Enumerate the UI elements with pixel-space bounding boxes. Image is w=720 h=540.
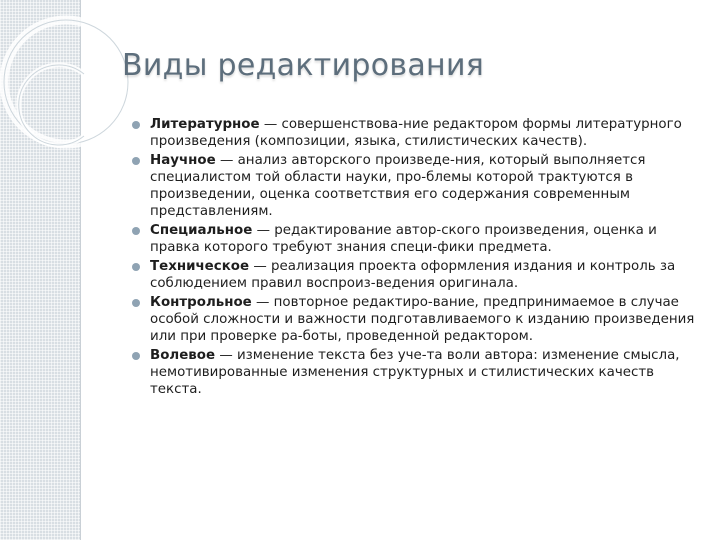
item-term: Специальное	[150, 223, 253, 238]
list-item	[130, 222, 702, 256]
item-text: — редактирование автор-ского произведения, оценка и правка которого требуют знания специ-фики предмета.	[150, 223, 657, 255]
list-item	[130, 116, 702, 150]
content-list	[130, 116, 702, 400]
item-term: Литературное	[150, 117, 260, 132]
item-term: Техническое	[150, 259, 250, 274]
bullet-icon	[131, 156, 141, 166]
item-text: — повторное редактиро-вание, предпринимаемое в случае особой сложности и важности подготавливаемого к изданию произведения или при проверке ра-боты, проведенной редактором.	[150, 295, 695, 344]
list-item	[130, 294, 702, 345]
bullet-icon	[131, 226, 141, 236]
item-text: — изменение текста без уче-та воли автора: изменение смысла, немотивированные изменения структурных и стилистических качеств текста.	[150, 348, 680, 397]
item-term: Контрольное	[150, 295, 252, 310]
item-text: — реализация проекта оформления издания и контроль за соблюдением правил воспроиз-ведения оригинала.	[150, 259, 676, 291]
list-item	[130, 152, 702, 220]
item-term: Волевое	[150, 348, 216, 363]
bullet-icon	[131, 351, 141, 361]
slide-title: Виды редактирования	[122, 48, 485, 83]
bullet-icon	[131, 120, 141, 130]
item-term: Научное	[150, 153, 216, 168]
item-text: — анализ авторского произведе-ния, который выполняется специалистом той области науки, про-блемы которой трактуются в произведении, оценка соответствия его содержания современным представлениям.	[150, 153, 646, 219]
list-item	[130, 347, 702, 398]
list-item	[130, 258, 702, 292]
item-text: — совершенствова-ние редактором формы литературного произведения (композиции, языка, стилистических качеств).	[150, 117, 682, 149]
bullet-icon	[131, 262, 141, 272]
bullet-icon	[131, 298, 141, 308]
